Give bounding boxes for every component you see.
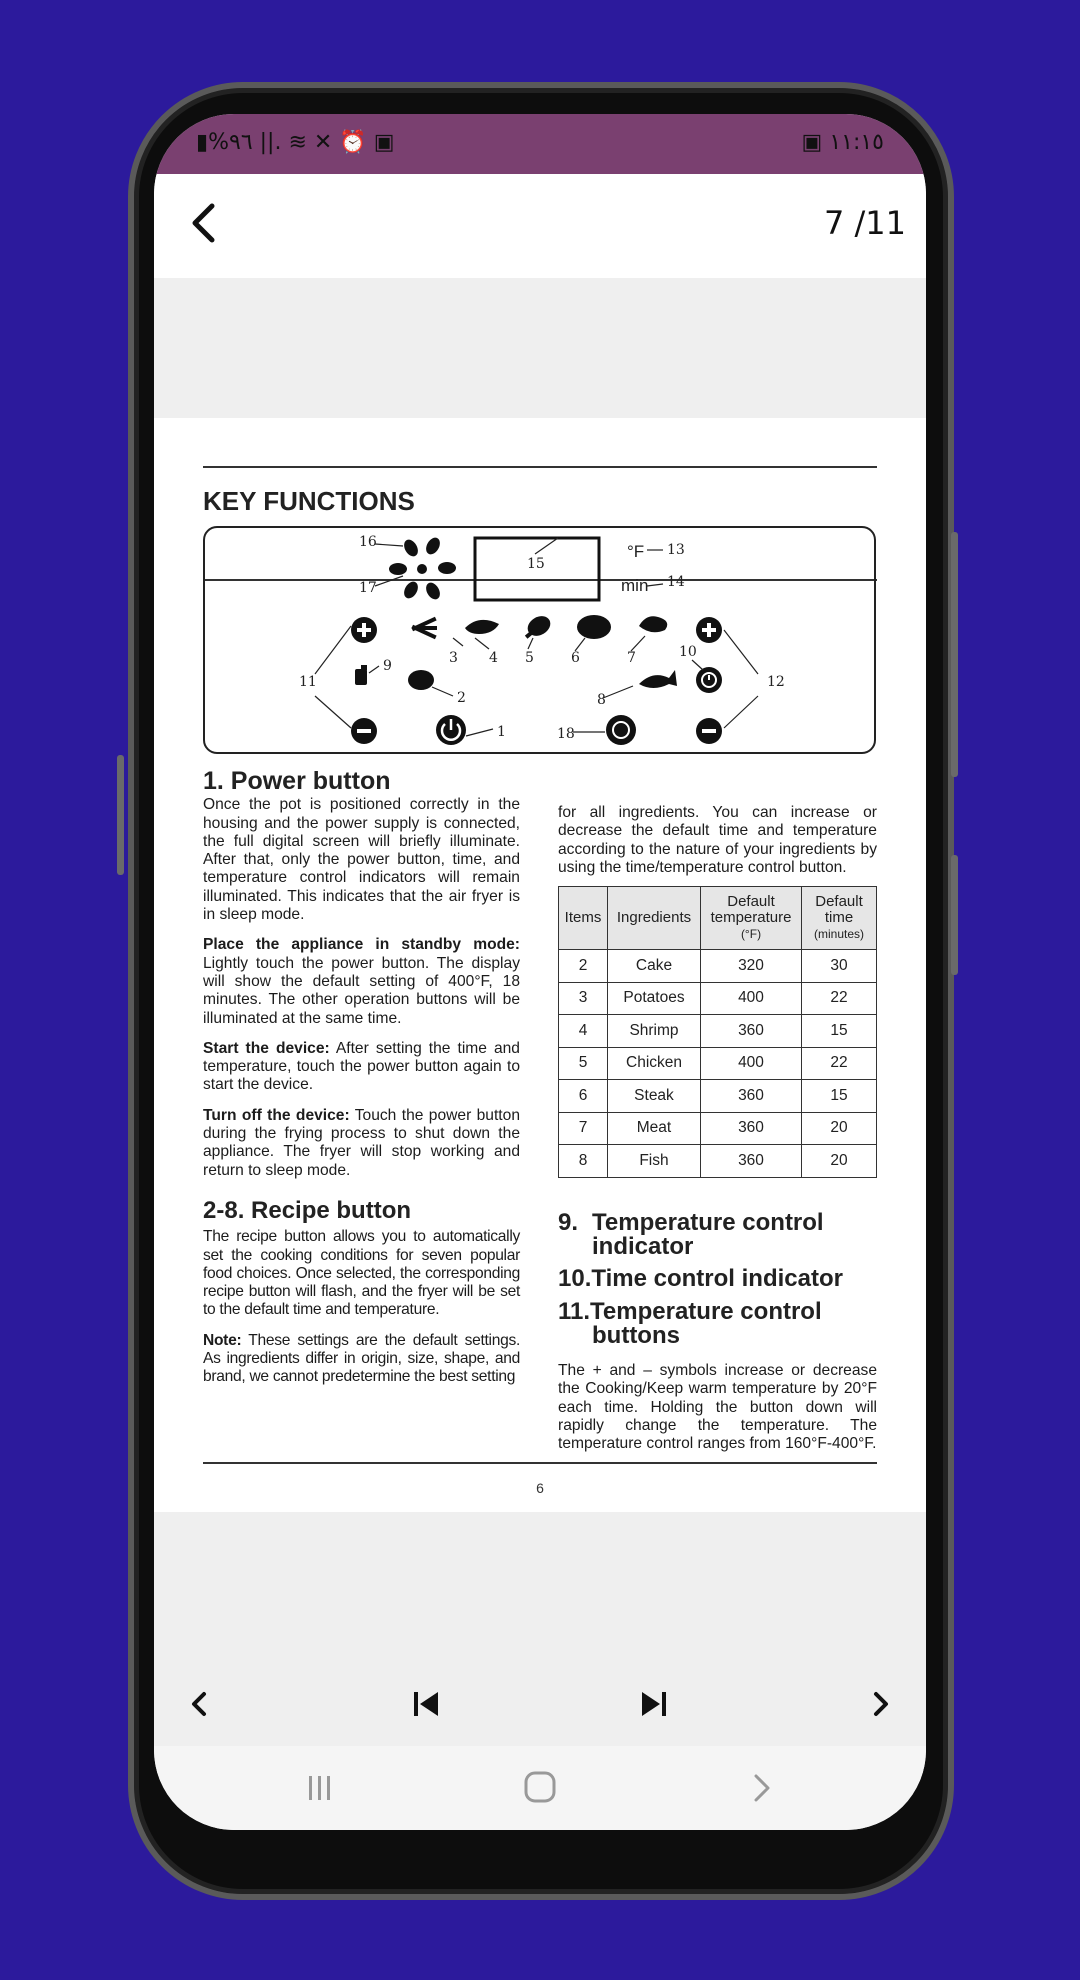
cell-item: 6 — [559, 1080, 608, 1113]
pdf-content — [154, 418, 926, 1516]
cell-item: 5 — [559, 1047, 608, 1080]
heading-11-line1: 11.Temperature control — [558, 1298, 822, 1325]
chevron-left-icon — [168, 1674, 228, 1734]
power-button-text: Once the pot is positioned correctly in the housing and the power supply is connected, the full digital screen will briefly illuminate. After that, only the power button, time, and temperature control indicators will remain illuminated. This indicates that the air fryer is in sleep mode. — [203, 796, 520, 924]
panel-label-3: 3 — [449, 650, 458, 666]
cell-temperature: 360 — [701, 1080, 802, 1113]
recipe-shrimp-icon — [465, 620, 499, 634]
timer-button-icon — [696, 667, 722, 693]
table-row — [559, 1080, 877, 1113]
page-indicator: 7 /11 — [823, 204, 906, 242]
back-button[interactable] — [178, 196, 232, 250]
cell-ingredient: Potatoes — [608, 982, 701, 1015]
continued-text: for all ingredients. You can increase or decrease the default time and temperature according to the nature of your ingredients by using the time/temperature control button. — [558, 804, 877, 876]
panel-label-10: 10 — [679, 644, 697, 660]
status-icons-left: ▮%٩٦ ||. ≋ ✕ ⏰ ▣ — [196, 130, 395, 155]
chevron-right-icon — [852, 1674, 912, 1734]
keep-warm-icon — [355, 665, 367, 685]
home-button[interactable] — [510, 1764, 570, 1812]
panel-label-11: 11 — [299, 674, 317, 690]
cell-item: 7 — [559, 1112, 608, 1145]
recipe-button-heading: 2-8. Recipe button — [203, 1196, 412, 1224]
pager-controls — [154, 1674, 926, 1734]
status-bar — [154, 114, 926, 174]
header-ingredients: Ingredients — [608, 887, 701, 950]
note-text: These settings are the default settings. As ingredients differ in origin, size, shape, and brand, we cannot predetermine the best setting — [203, 1331, 520, 1386]
cell-item: 3 — [559, 982, 608, 1015]
panel-label-13: 13 — [667, 542, 685, 558]
cell-ingredient: Chicken — [608, 1047, 701, 1080]
bottom-rule-line — [203, 1462, 877, 1464]
preheat-button-icon — [606, 715, 636, 745]
header-default-temperature: Default temperature (°F) — [701, 887, 802, 950]
cell-time: 15 — [802, 1080, 877, 1113]
start-text: After setting the time and temperature, touch the power button again to start the device. — [203, 1039, 520, 1094]
section-title: KEY FUNCTIONS — [203, 486, 415, 516]
cell-time: 30 — [802, 950, 877, 983]
panel-label-15: 15 — [527, 556, 545, 572]
home-icon — [510, 1764, 570, 1812]
minus-button-left-icon — [351, 718, 377, 744]
page-number: 6 — [536, 1480, 544, 1496]
cell-ingredient: Cake — [608, 950, 701, 983]
power-button-heading: 1. Power button — [203, 767, 391, 795]
off-text: Touch the power button during the frying process to shut down the appliance. The fryer will stop working and return to sleep mode. — [203, 1106, 520, 1179]
cell-time: 20 — [802, 1145, 877, 1178]
cell-ingredient: Steak — [608, 1080, 701, 1113]
panel-label-5: 5 — [525, 650, 534, 666]
recipe-cake-icon — [408, 670, 434, 690]
right-column-intro — [558, 804, 877, 889]
recents-icon — [290, 1764, 350, 1812]
panel-label-2: 2 — [457, 690, 466, 706]
next-page-button[interactable] — [852, 1674, 912, 1734]
cell-time: 22 — [802, 982, 877, 1015]
cell-ingredient: Meat — [608, 1112, 701, 1145]
left-side-button — [117, 755, 124, 875]
plus-button-left-icon — [351, 617, 377, 643]
cell-ingredient: Fish — [608, 1145, 701, 1178]
recipe-steak-icon — [577, 615, 611, 639]
control-panel-diagram — [203, 526, 876, 754]
last-page-button[interactable] — [624, 1674, 684, 1734]
temperature-control-text: The + and – symbols increase or decrease the Cooking/Keep warm temperature by 20°F each time. Holding the button down will rapidly change the temperature. The temperature control ranges from 160°F-400°F. — [558, 1362, 877, 1453]
standby-text: Lightly touch the power button. The display will show the default setting of 400°F, 18 minutes. The other operation buttons will be illuminated at the same time. — [203, 954, 520, 1027]
page-gap-top — [154, 278, 926, 418]
prev-page-button[interactable] — [168, 1674, 228, 1734]
note-paragraph — [203, 1332, 520, 1387]
cell-temperature: 360 — [701, 1112, 802, 1145]
cell-item: 4 — [559, 1015, 608, 1048]
cell-ingredient: Shrimp — [608, 1015, 701, 1048]
panel-label-9: 9 — [383, 658, 392, 674]
chevron-left-icon — [178, 196, 232, 250]
right-column-outro — [558, 1362, 877, 1465]
panel-label-12: 12 — [767, 674, 785, 690]
top-rule-line — [203, 466, 877, 468]
cell-time: 22 — [802, 1047, 877, 1080]
system-navigation-bar — [154, 1746, 926, 1830]
cell-item: 8 — [559, 1145, 608, 1178]
top-app-bar — [154, 174, 926, 278]
panel-label-1: 1 — [497, 724, 506, 740]
panel-label-min: min — [621, 576, 649, 595]
cell-item: 2 — [559, 950, 608, 983]
heading-9-line2: indicator — [592, 1233, 694, 1260]
power-side-button — [951, 532, 958, 777]
table-row — [559, 1015, 877, 1048]
first-page-button[interactable] — [396, 1674, 456, 1734]
panel-label-fahrenheit: °F — [627, 542, 645, 561]
cell-temperature: 400 — [701, 982, 802, 1015]
table-row — [559, 1145, 877, 1178]
cell-temperature: 360 — [701, 1145, 802, 1178]
off-label: Turn off the device: — [203, 1106, 350, 1124]
volume-side-button — [951, 855, 958, 975]
heading-11-line2: buttons — [592, 1322, 680, 1349]
panel-label-7: 7 — [627, 650, 636, 666]
panel-label-18: 18 — [557, 726, 575, 742]
recipe-button-text: The recipe button allows you to automatically set the cooking conditions for seven popular food choices. Once selected, the corresponding recipe button will flash, and the fryer will be set to the default time and temperature. — [203, 1228, 520, 1319]
cell-temperature: 320 — [701, 950, 802, 983]
cell-time: 15 — [802, 1015, 877, 1048]
standby-label: Place the appliance in standby mode: — [203, 936, 520, 954]
recipe-fries-icon — [411, 617, 437, 640]
table-row — [559, 1112, 877, 1145]
recipe-meat-icon — [639, 616, 667, 632]
note-label: Note: — [203, 1331, 242, 1349]
heading-9-line1: Temperature control — [592, 1209, 824, 1236]
panel-label-14: 14 — [667, 574, 685, 590]
cell-time: 20 — [802, 1112, 877, 1145]
panel-label-4: 4 — [489, 650, 498, 666]
recipe-chicken-leg-icon — [524, 612, 554, 640]
header-items: Items — [559, 887, 608, 950]
heading-9-number: 9. — [558, 1209, 579, 1236]
standby-paragraph — [203, 936, 520, 1027]
left-column — [203, 767, 520, 1399]
plus-button-right-icon — [696, 617, 722, 643]
start-label: Start the device: — [203, 1039, 330, 1057]
skip-to-end-icon — [624, 1674, 684, 1734]
minus-button-right-icon — [696, 718, 722, 744]
panel-label-8: 8 — [597, 692, 606, 708]
header-default-time: Default time (minutes) — [802, 887, 877, 950]
table-row — [559, 1047, 877, 1080]
table-row — [559, 950, 877, 983]
default-settings-table — [558, 886, 877, 1178]
table-header-row — [559, 887, 877, 950]
system-back-button[interactable] — [732, 1764, 792, 1812]
panel-label-16: 16 — [359, 534, 377, 550]
panel-label-6: 6 — [571, 650, 580, 666]
off-paragraph — [203, 1107, 520, 1180]
cell-temperature: 360 — [701, 1015, 802, 1048]
recents-button[interactable] — [290, 1764, 350, 1812]
skip-to-start-icon — [396, 1674, 456, 1734]
table-row — [559, 982, 877, 1015]
status-clock: ▣ ١١:١٥ — [801, 130, 884, 155]
panel-label-17: 17 — [359, 580, 377, 596]
start-paragraph — [203, 1040, 520, 1095]
power-button-icon — [436, 715, 466, 745]
heading-10: 10.Time control indicator — [558, 1265, 843, 1292]
chevron-right-icon — [732, 1764, 792, 1812]
recipe-fish-icon — [639, 670, 677, 688]
cell-temperature: 400 — [701, 1047, 802, 1080]
